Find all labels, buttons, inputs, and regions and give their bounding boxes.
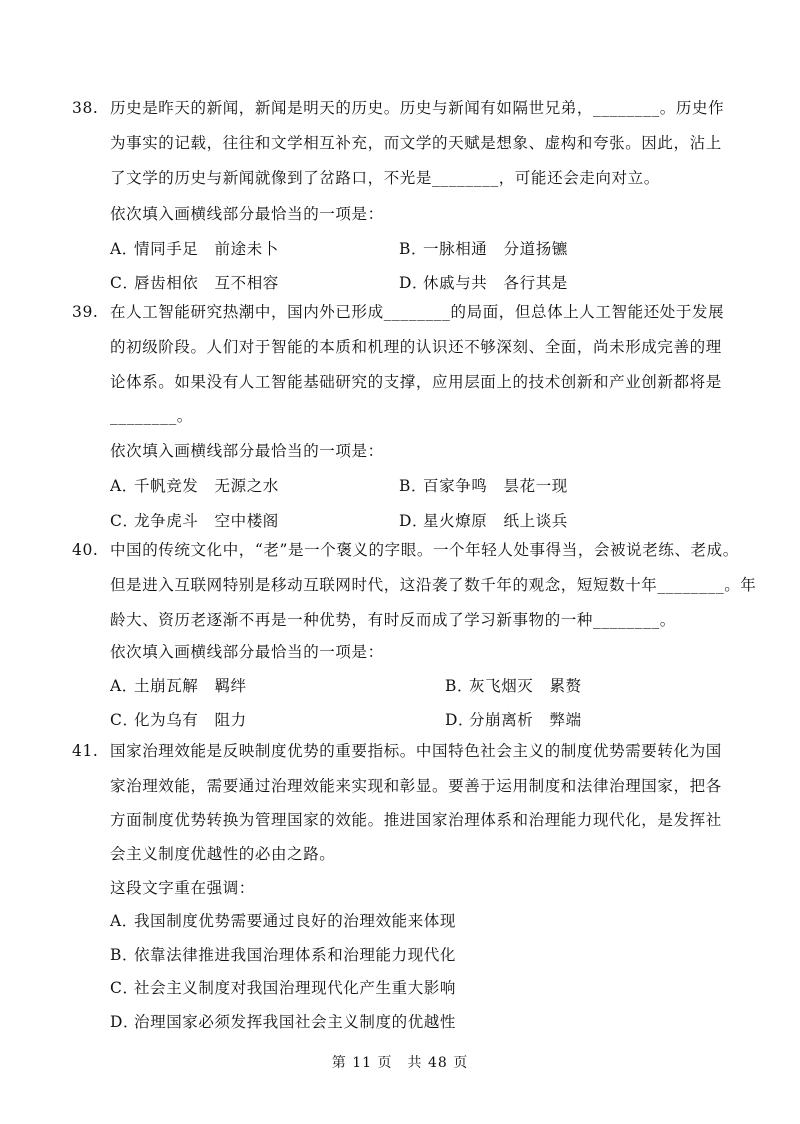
question-41-option-d: D．治理国家必须发挥我国社会主义制度的优越性	[110, 1013, 457, 1031]
question-38-line-2: 为事实的记载，往往和文学相互补充，而文学的天赋是想象、虚构和夸张。因此，沾上	[110, 134, 722, 152]
question-38-option-a: A．情同手足 前途未卜	[110, 240, 279, 258]
question-38-option-b: B．一脉相通 分道扬镳	[399, 240, 568, 258]
question-39-line-1: 39. 在人工智能研究热潮中，国内外已形成________的局面，但总体上人工智能还处于发展	[72, 303, 725, 321]
question-41-option-b: B．依靠法律推进我国治理体系和治理能力现代化	[110, 946, 457, 964]
question-40-option-d: D．分崩离析 弊端	[445, 711, 582, 729]
question-number: 40.	[72, 541, 99, 559]
question-41-line-2: 家治理效能，需要通过治理效能来实现和彰显。要善于运用制度和法律治理国家，把各	[110, 777, 722, 795]
question-39-option-b: B．百家争鸣 昙花一现	[399, 477, 568, 495]
question-number: 39.	[72, 303, 99, 321]
question-41-line-4: 会主义制度优越性的必由之路。	[110, 845, 336, 863]
question-41-option-a: A．我国制度优势需要通过良好的治理效能来体现	[110, 912, 457, 930]
question-39-line-4: ________。	[110, 407, 193, 425]
question-40-option-a: A．土崩瓦解 羁绊	[110, 677, 247, 695]
question-39-prompt: 依次填入画横线部分最恰当的一项是：	[110, 442, 384, 460]
question-39-option-d: D．星火燎原 纸上谈兵	[399, 512, 568, 530]
question-41-line-1: 41. 国家治理效能是反映制度优势的重要指标。中国特色社会主义的制度优势需要转化为国	[72, 742, 722, 760]
question-40-line-2: 但是进入互联网特别是移动互联网时代，这沿袭了数千年的观念，短短数十年________。年	[110, 576, 757, 594]
question-39-line-2: 的初级阶段。人们对于智能的本质和机理的认识还不够深刻、全面，尚未形成完善的理	[110, 338, 722, 356]
question-41-line-3: 方面制度优势转换为管理国家的效能。推进国家治理体系和治理能力现代化，是发挥社	[110, 811, 722, 829]
question-40-option-b: B．灰飞烟灭 累赘	[445, 677, 582, 695]
question-38-prompt: 依次填入画横线部分最恰当的一项是：	[110, 205, 384, 223]
question-40-line-3: 龄大、资历老逐渐不再是一种优势，有时反而成了学习新事物的一种________。	[110, 611, 676, 629]
question-number: 41.	[72, 742, 99, 760]
question-41-option-c: C．社会主义制度对我国治理现代化产生重大影响	[110, 979, 457, 997]
question-number: 38.	[72, 99, 99, 117]
question-40-prompt: 依次填入画横线部分最恰当的一项是：	[110, 643, 384, 661]
question-38-line-3: 了文学的历史与新闻就像到了岔路口，不光是________，可能还会走向对立。	[110, 169, 660, 187]
question-39-option-c: C．龙争虎斗 空中楼阁	[110, 512, 279, 530]
question-39-line-3: 论体系。如果没有人工智能基础研究的支撑，应用层面上的技术创新和产业创新都将是	[110, 373, 722, 391]
question-38-line-1: 38. 历史是昨天的新闻，新闻是明天的历史。历史与新闻有如隔世兄弟，________。历史作	[72, 99, 725, 117]
question-38-option-d: D．休戚与共 各行其是	[399, 274, 568, 292]
question-38-option-c: C．唇齿相依 互不相容	[110, 274, 279, 292]
page-footer: 第 11 页 共 48 页	[331, 1055, 469, 1071]
question-40-line-1: 40. 中国的传统文化中，“老”是一个褒义的字眼。一个年轻人处事得当，会被说老练、老成。	[72, 541, 739, 559]
question-40-option-c: C．化为乌有 阻力	[110, 711, 247, 729]
question-39-option-a: A．千帆竞发 无源之水	[110, 477, 279, 495]
question-41-prompt: 这段文字重在强调：	[110, 879, 255, 897]
